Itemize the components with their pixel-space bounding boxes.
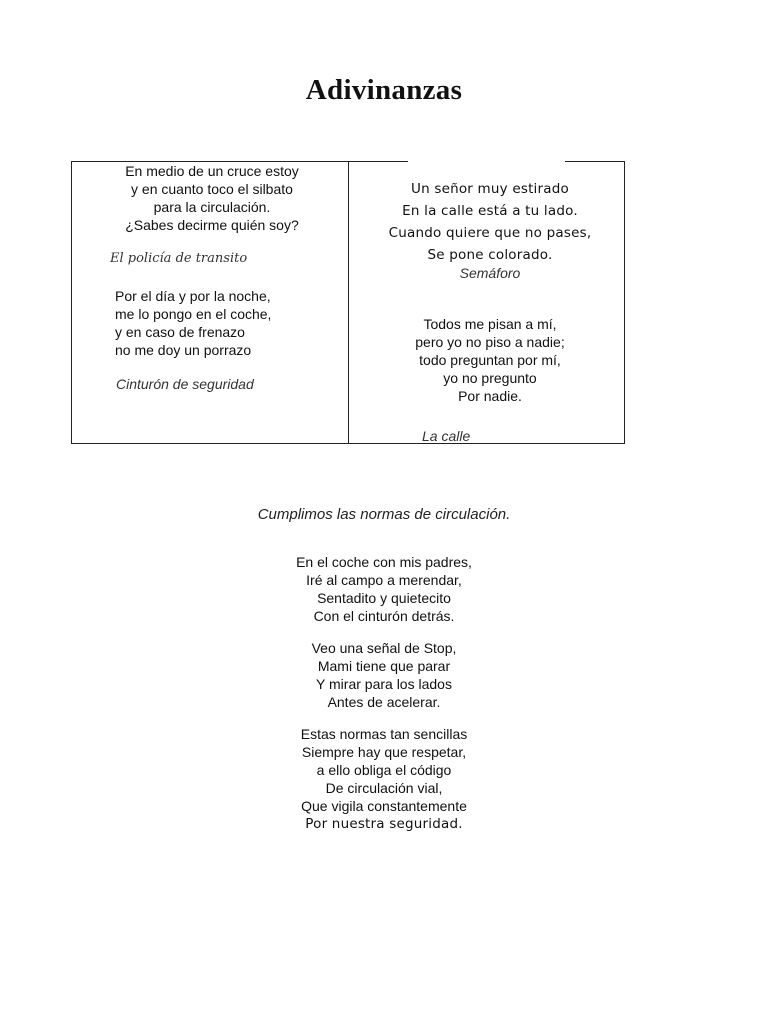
poem-line: En el coche con mis padres,: [296, 554, 472, 570]
riddle-line: En la calle está a tu lado.: [402, 202, 578, 219]
riddle-line: para la circulación.: [153, 199, 271, 215]
poem-line: De circulación vial,: [325, 780, 443, 796]
poem-line: Veo una señal de Stop,: [311, 640, 457, 656]
riddle-line: Se pone colorado.: [427, 246, 553, 263]
riddle-table: [71, 161, 625, 444]
poem-line: Antes de acelerar.: [327, 694, 441, 710]
riddle-cinturon: [115, 287, 271, 359]
riddle-line: y en caso de frenazo: [115, 324, 245, 340]
riddle-line: En medio de un cruce estoy: [125, 163, 299, 179]
answer-semaforo: Semáforo: [459, 265, 521, 281]
riddle-line: ¿Sabes decirme quién soy?: [125, 217, 299, 233]
poem-line: Con el cinturón detrás.: [313, 608, 455, 624]
riddle-line: Todos me pisan a mí,: [423, 316, 557, 332]
poem-line: Iré al campo a merendar,: [306, 572, 462, 588]
answer-cinturon: Cinturón de seguridad: [116, 376, 254, 392]
answer-calle: La calle: [422, 428, 471, 444]
riddle-line: Por nadie.: [458, 388, 522, 404]
riddle-line: no me doy un porrazo: [115, 342, 252, 358]
riddle-line: me lo pongo en el coche,: [115, 306, 272, 322]
riddle-policia: [102, 162, 322, 234]
border-gap: [408, 160, 565, 164]
riddle-calle: [360, 315, 620, 405]
poem-stanza-2: [0, 639, 768, 711]
poem-line: Estas normas tan sencillas: [300, 726, 468, 742]
poem-line: a ello obliga el código: [316, 762, 452, 778]
column-divider: [348, 162, 349, 443]
poem-line: Que vigila constantemente: [301, 798, 467, 814]
riddle-semaforo: [360, 178, 620, 266]
poem-stanza-1: [0, 553, 768, 625]
poem-line: Y mirar para los lados: [316, 676, 452, 692]
poem-stanza-3: [0, 725, 768, 833]
poem-line: Siempre hay que respetar,: [301, 744, 467, 760]
answer-policia: El policía de transito: [110, 251, 248, 266]
riddle-line: Cuando quiere que no pases,: [388, 224, 592, 241]
riddle-line: Un señor muy estirado: [411, 180, 569, 197]
page-title: Adivinanzas: [305, 74, 463, 106]
poem-line: Por nuestra seguridad.: [305, 816, 463, 832]
poem-line: Sentadito y quietecito: [317, 590, 451, 606]
riddle-line: y en cuanto toco el silbato: [131, 181, 293, 197]
riddle-line: yo no pregunto: [443, 370, 537, 386]
poem-line: Mami tiene que parar: [317, 658, 451, 674]
riddle-line: Por el día y por la noche,: [115, 288, 271, 304]
riddle-line: pero yo no piso a nadie;: [415, 334, 565, 350]
riddle-line: todo preguntan por mí,: [419, 352, 561, 368]
poem-title: Cumplimos las normas de circulación.: [257, 506, 511, 523]
